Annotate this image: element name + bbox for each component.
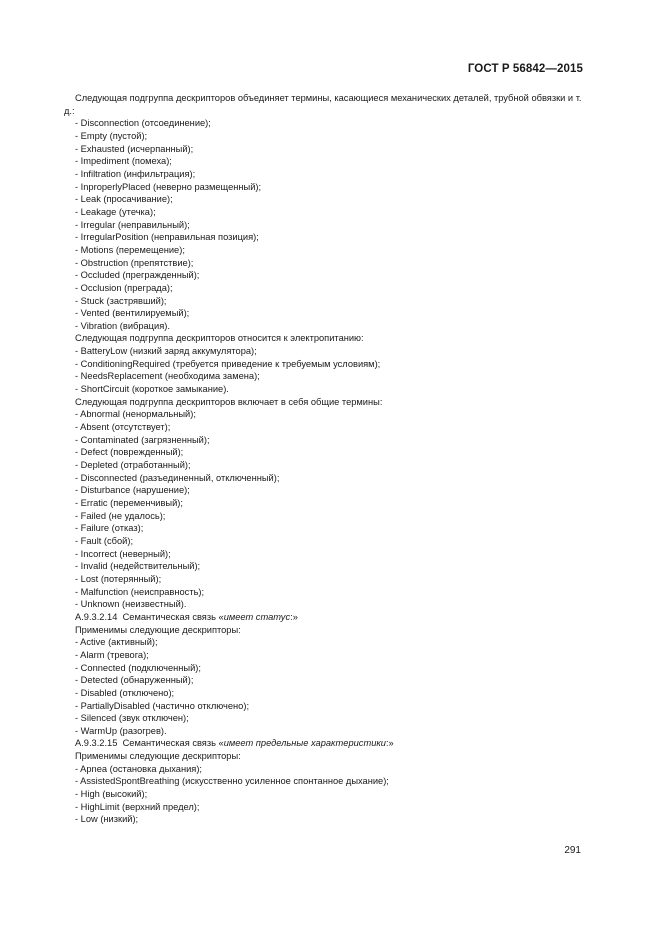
list-item: - HighLimit (верхний предел); bbox=[75, 801, 200, 812]
list-item: Следующая подгруппа дескрипторов относится к электропитанию: bbox=[75, 333, 364, 344]
list-item: - ShortCircuit (короткое замыкание). bbox=[75, 384, 229, 395]
list-item: - Abnormal (ненормальный); bbox=[75, 409, 196, 420]
clause-heading bbox=[75, 737, 587, 750]
clause-relation: имеет предельные характеристики bbox=[223, 738, 386, 749]
list-item: - Irregular (неправильный); bbox=[75, 219, 190, 230]
list-item: - Alarm (тревога); bbox=[75, 649, 149, 660]
list-item: - NeedsReplacement (необходима замена); bbox=[75, 371, 260, 382]
document-body bbox=[64, 92, 587, 826]
list-item: - Erratic (переменчивый); bbox=[75, 498, 183, 508]
list-item: - Malfunction (неисправность); bbox=[75, 586, 205, 597]
list-item: - Impediment (помеха); bbox=[75, 156, 172, 167]
list-item: - Leakage (утечка); bbox=[75, 206, 156, 217]
list-item: - Exhausted (исчерпанный); bbox=[75, 143, 194, 154]
list-item: - Stuck (застрявший); bbox=[75, 295, 167, 306]
list-item: - Disconnected (разъединенный, отключенный); bbox=[75, 472, 280, 483]
list-item: - Active (активный); bbox=[75, 637, 158, 648]
clause-relation: имеет статус bbox=[223, 611, 291, 622]
list-item: - Defect (поврежденный); bbox=[75, 447, 184, 458]
list-item: - Vented (вентилируемый); bbox=[75, 308, 190, 319]
list-item: - PartiallyDisabled (частично отключено); bbox=[75, 700, 250, 711]
list-item: - Absent (отсутствует); bbox=[75, 422, 171, 433]
list-item: - Disturbance (нарушение); bbox=[75, 485, 190, 496]
list-item: - Failure (отказ); bbox=[75, 523, 144, 534]
list-item: - InproperlyPlaced (неверно размещенный); bbox=[75, 181, 262, 192]
list-item: Применимы следующие дескрипторы: bbox=[75, 751, 241, 762]
list-item: - Lost (потерянный); bbox=[75, 573, 162, 584]
list-item: - Unknown (неизвестный). bbox=[75, 599, 187, 610]
list-item: - Detected (обнаруженный); bbox=[75, 675, 194, 686]
clause-title: Семантическая связь « bbox=[122, 738, 224, 749]
list-item: - Silenced (звук отключен); bbox=[75, 713, 189, 724]
list-item: - Leak (просачивание); bbox=[75, 194, 173, 205]
list-item: Следующая подгруппа дескрипторов включает в себя общие термины: bbox=[75, 396, 383, 407]
list-item: - Disabled (отключено); bbox=[75, 687, 175, 698]
list-item: - Vibration (вибрация). bbox=[75, 320, 170, 331]
list-item: - Connected (подключенный); bbox=[75, 662, 201, 673]
clause-number: A.9.3.2.14 bbox=[75, 611, 118, 622]
list-item: - BatteryLow (низкий заряд аккумулятора); bbox=[75, 346, 257, 357]
list-item: - ConditioningRequired (требуется приведение к требуемым условиям); bbox=[75, 358, 381, 369]
list-item: - Infiltration (инфильтрация); bbox=[75, 168, 196, 179]
list-item: - Failed (не удалось); bbox=[75, 510, 166, 521]
clause-title-end: :» bbox=[385, 738, 394, 749]
list-item: - Occlusion (преграда); bbox=[75, 282, 173, 293]
list-item: - Invalid (недействительный); bbox=[75, 561, 201, 572]
list-item: - Disconnection (отсоединение); bbox=[75, 118, 211, 129]
list-item: - Apnea (остановка дыхания); bbox=[75, 763, 203, 774]
document-id: ГОСТ Р 56842—2015 bbox=[467, 63, 583, 75]
clause-title-end: :» bbox=[290, 611, 298, 622]
intro-paragraph: Следующая подгруппа дескрипторов объединяет термины, касающиеся механических деталей, трубной обвязки и т. д.: bbox=[64, 93, 582, 116]
list-item: - AssistedSpontBreathing (искусственно усиленное спонтанное дыхание); bbox=[75, 776, 389, 787]
list-item: - Depleted (отработанный); bbox=[75, 460, 191, 471]
list-item: - Fault (сбой); bbox=[75, 535, 134, 546]
clause-heading bbox=[75, 611, 587, 624]
list-item: - Contaminated (загрязненный); bbox=[75, 434, 210, 445]
list-item: - Incorrect (неверный); bbox=[75, 548, 171, 559]
list-item: - Occluded (прегражденный); bbox=[75, 270, 200, 281]
clause-number: A.9.3.2.15 bbox=[75, 738, 118, 749]
list-item: - Low (низкий); bbox=[75, 814, 139, 825]
list-item: - Empty (пустой); bbox=[75, 130, 148, 141]
list-item: - High (высокий); bbox=[75, 789, 148, 800]
list-item: - Motions (перемещение); bbox=[75, 244, 185, 255]
list-item: - IrregularPosition (неправильная позиция); bbox=[75, 232, 259, 243]
list-item: - WarmUp (разогрев). bbox=[75, 725, 167, 736]
list-item: - Obstruction (препятствие); bbox=[75, 257, 194, 268]
list-item: Применимы следующие дескрипторы: bbox=[75, 624, 241, 635]
clause-title: Семантическая связь « bbox=[122, 611, 224, 622]
page-number: 291 bbox=[564, 845, 581, 856]
